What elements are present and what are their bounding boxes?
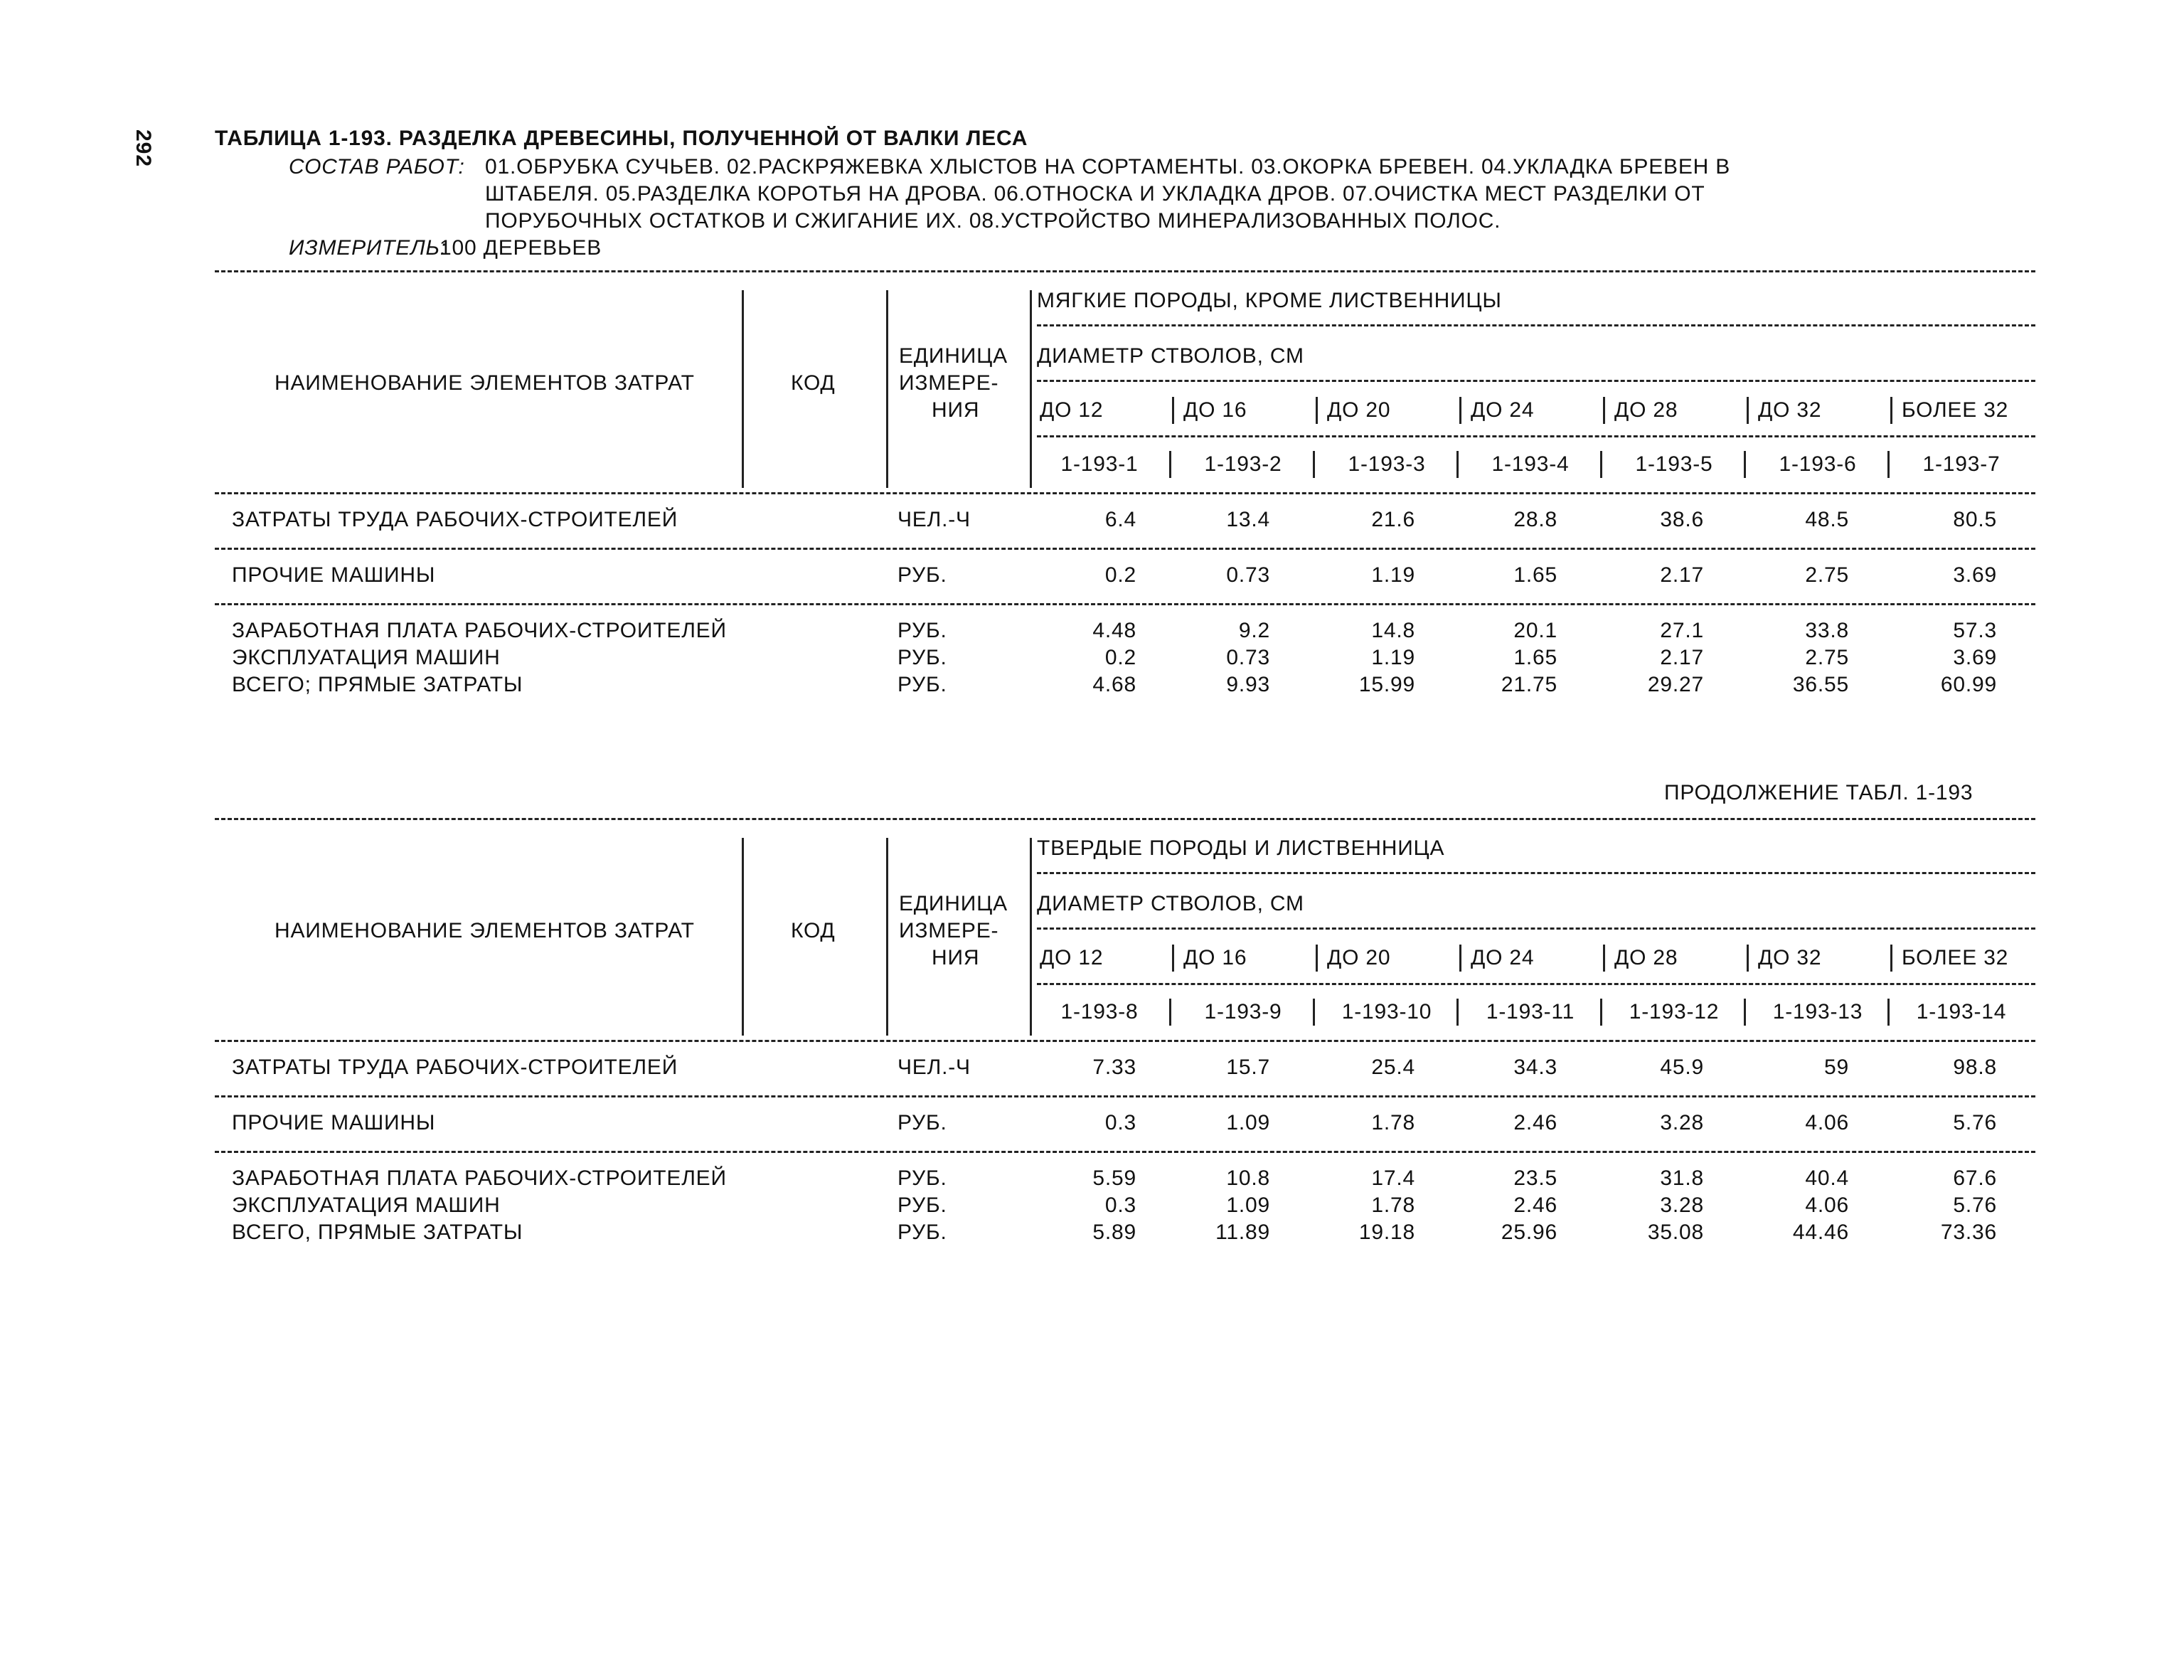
column-separator	[742, 290, 744, 488]
value-cell: 7.33	[1092, 1056, 1136, 1079]
dashed-rule	[215, 548, 2035, 550]
column-separator	[886, 838, 888, 1036]
dashed-rule	[215, 818, 2035, 820]
column-separator	[742, 838, 744, 1036]
value-cell: 1.09	[1226, 1111, 1270, 1134]
value-cell: 1.78	[1371, 1111, 1415, 1134]
dashed-rule	[1037, 983, 2035, 985]
code-cell: 1-193-14	[1916, 1000, 2007, 1024]
code-cell: 1-193-1	[1060, 452, 1139, 476]
column-separator	[1169, 999, 1171, 1026]
code-cell: 1-193-10	[1341, 1000, 1432, 1024]
row-name: ЭКСПЛУАТАЦИЯ МАШИН	[232, 646, 501, 669]
value-cell: 23.5	[1513, 1166, 1557, 1190]
row-unit: РУБ.	[897, 1111, 947, 1134]
value-cell: 1.09	[1226, 1193, 1270, 1217]
column-separator	[1890, 945, 1892, 972]
value-cell: 35.08	[1647, 1221, 1704, 1244]
value-cell: 1.19	[1371, 646, 1415, 669]
diameter-label: ДИАМЕТР СТВОЛОВ, СМ	[1037, 344, 1304, 368]
value-cell: 21.6	[1371, 508, 1415, 531]
row-name: ЗАТРАТЫ ТРУДА РАБОЧИХ-СТРОИТЕЛЕЙ	[232, 1056, 678, 1079]
value-cell: 3.28	[1660, 1111, 1704, 1134]
row-unit: РУБ.	[897, 673, 947, 696]
row-unit: РУБ.	[897, 1221, 947, 1244]
row-unit: РУБ.	[897, 563, 947, 587]
value-cell: 45.9	[1660, 1056, 1704, 1079]
diameter-column: ДО 28	[1614, 398, 1678, 422]
work-composition-line: ШТАБЕЛЯ. 05.РАЗДЕЛКА КОРОТЬЯ НА ДРОВА. 06.ОТНОСКА И УКЛАДКА ДРОВ. 07.ОЧИСТКА МЕСТ РАЗДЕЛКИ ОТ	[485, 182, 1705, 206]
column-separator	[1603, 945, 1605, 972]
value-cell: 0.3	[1104, 1193, 1136, 1217]
code-cell: 1-193-13	[1772, 1000, 1863, 1024]
header-name: НАИМЕНОВАНИЕ ЭЛЕМЕНТОВ ЗАТРАТ	[275, 371, 695, 395]
code-cell: 1-193-3	[1348, 452, 1426, 476]
column-separator	[1459, 945, 1461, 972]
row-unit: РУБ.	[897, 1166, 947, 1190]
value-cell: 1.19	[1371, 563, 1415, 587]
column-separator	[1172, 397, 1174, 424]
column-separator	[1887, 451, 1890, 478]
dashed-rule	[1037, 380, 2035, 382]
work-composition-label: СОСТАВ РАБОТ:	[289, 155, 465, 179]
table-title: ТАБЛИЦА 1-193. РАЗДЕЛКА ДРЕВЕСИНЫ, ПОЛУЧЕННОЙ ОТ ВАЛКИ ЛЕСА	[215, 127, 1028, 150]
value-cell: 25.96	[1501, 1221, 1557, 1244]
column-separator	[1890, 397, 1892, 424]
value-cell: 3.69	[1953, 646, 1997, 669]
value-cell: 2.75	[1805, 646, 1849, 669]
value-cell: 29.27	[1647, 673, 1704, 696]
row-unit: РУБ.	[897, 646, 947, 669]
dashed-rule	[215, 270, 2035, 272]
row-unit: РУБ.	[897, 1193, 947, 1217]
diameter-column: ДО 12	[1040, 398, 1104, 422]
value-cell: 1.78	[1371, 1193, 1415, 1217]
header-unit: НИЯ	[932, 946, 980, 969]
code-cell: 1-193-9	[1204, 1000, 1282, 1024]
diameter-column: ДО 32	[1758, 946, 1822, 969]
value-cell: 36.55	[1792, 673, 1849, 696]
value-cell: 2.17	[1660, 563, 1704, 587]
value-cell: 13.4	[1226, 508, 1270, 531]
column-separator	[1456, 999, 1459, 1026]
value-cell: 6.4	[1104, 508, 1136, 531]
code-cell: 1-193-6	[1779, 452, 1857, 476]
header-unit: НИЯ	[932, 398, 980, 422]
column-separator	[1459, 397, 1461, 424]
value-cell: 17.4	[1371, 1166, 1415, 1190]
diameter-column: ДО 16	[1183, 398, 1247, 422]
row-name: ПРОЧИЕ МАШИНЫ	[232, 1111, 436, 1134]
value-cell: 2.17	[1660, 646, 1704, 669]
row-name: ЗАРАБОТНАЯ ПЛАТА РАБОЧИХ-СТРОИТЕЛЕЙ	[232, 1166, 727, 1190]
code-cell: 1-193-11	[1486, 1000, 1575, 1024]
row-name: ЗАРАБОТНАЯ ПЛАТА РАБОЧИХ-СТРОИТЕЛЕЙ	[232, 619, 727, 642]
column-separator	[1316, 397, 1318, 424]
dashed-rule	[1037, 872, 2035, 874]
value-cell: 9.93	[1226, 673, 1270, 696]
value-cell: 27.1	[1660, 619, 1704, 642]
value-cell: 3.28	[1660, 1193, 1704, 1217]
value-cell: 19.18	[1358, 1221, 1415, 1244]
value-cell: 5.76	[1953, 1111, 1997, 1134]
column-separator	[1744, 451, 1746, 478]
value-cell: 3.69	[1953, 563, 1997, 587]
value-cell: 4.68	[1092, 673, 1136, 696]
value-cell: 98.8	[1953, 1056, 1997, 1079]
value-cell: 28.8	[1513, 508, 1557, 531]
header-unit: ЕДИНИЦА	[899, 344, 1008, 368]
header-unit: ЕДИНИЦА	[899, 892, 1008, 915]
header-name: НАИМЕНОВАНИЕ ЭЛЕМЕНТОВ ЗАТРАТ	[275, 919, 695, 942]
value-cell: 4.06	[1805, 1193, 1849, 1217]
value-cell: 31.8	[1660, 1166, 1704, 1190]
header-unit: ИЗМЕРЕ-	[899, 371, 999, 395]
value-cell: 4.48	[1092, 619, 1136, 642]
dashed-rule	[215, 492, 2035, 494]
column-separator	[1316, 945, 1318, 972]
dashed-rule	[1037, 435, 2035, 437]
value-cell: 1.65	[1513, 563, 1557, 587]
header-code: КОД	[791, 919, 836, 942]
column-separator	[1744, 999, 1746, 1026]
value-cell: 25.4	[1371, 1056, 1415, 1079]
row-unit: ЧЕЛ.-Ч	[897, 508, 971, 531]
column-separator	[1600, 999, 1602, 1026]
column-separator	[1313, 999, 1315, 1026]
value-cell: 10.8	[1226, 1166, 1270, 1190]
value-cell: 0.73	[1226, 563, 1270, 587]
column-separator	[1313, 451, 1315, 478]
value-cell: 20.1	[1513, 619, 1557, 642]
value-cell: 0.73	[1226, 646, 1270, 669]
dashed-rule	[1037, 927, 2035, 930]
code-cell: 1-193-12	[1629, 1000, 1720, 1024]
dashed-rule	[215, 1040, 2035, 1042]
diameter-column: ДО 20	[1327, 398, 1391, 422]
work-composition-line: 01.ОБРУБКА СУЧЬЕВ. 02.РАСКРЯЖЕВКА ХЛЫСТОВ НА СОРТАМЕНТЫ. 03.ОКОРКА БРЕВЕН. 04.УКЛАДКА БРЕВЕН В	[485, 155, 1731, 179]
column-separator	[1747, 945, 1749, 972]
value-cell: 4.06	[1805, 1111, 1849, 1134]
value-cell: 0.2	[1104, 646, 1136, 669]
diameter-column: ДО 16	[1183, 946, 1247, 969]
value-cell: 40.4	[1805, 1166, 1849, 1190]
column-separator	[1600, 451, 1602, 478]
header-unit: ИЗМЕРЕ-	[899, 919, 999, 942]
value-cell: 5.76	[1953, 1193, 1997, 1217]
diameter-column: ДО 24	[1471, 398, 1535, 422]
meter-value: 100 ДЕРЕВЬЕВ	[440, 236, 602, 260]
diameter-column: ДО 24	[1471, 946, 1535, 969]
column-separator	[1887, 999, 1890, 1026]
value-cell: 0.2	[1104, 563, 1136, 587]
value-cell: 5.59	[1092, 1166, 1136, 1190]
value-cell: 48.5	[1805, 508, 1849, 531]
continuation-note: ПРОДОЛЖЕНИЕ ТАБЛ. 1-193	[1664, 781, 1973, 804]
value-cell: 38.6	[1660, 508, 1704, 531]
column-separator	[1172, 945, 1174, 972]
dashed-rule	[215, 1095, 2035, 1097]
value-cell: 59	[1824, 1056, 1849, 1079]
header-code: КОД	[791, 371, 836, 395]
value-cell: 57.3	[1953, 619, 1997, 642]
value-cell: 5.89	[1092, 1221, 1136, 1244]
value-cell: 21.75	[1501, 673, 1557, 696]
value-cell: 1.65	[1513, 646, 1557, 669]
value-cell: 2.46	[1513, 1193, 1557, 1217]
value-cell: 80.5	[1953, 508, 1997, 531]
value-cell: 11.89	[1215, 1221, 1270, 1244]
value-cell: 34.3	[1513, 1056, 1557, 1079]
dashed-rule	[1037, 324, 2035, 326]
value-cell: 2.46	[1513, 1111, 1557, 1134]
value-cell: 15.99	[1358, 673, 1415, 696]
row-unit: РУБ.	[897, 619, 947, 642]
row-name: ВСЕГО; ПРЯМЫЕ ЗАТРАТЫ	[232, 673, 523, 696]
column-separator	[886, 290, 888, 488]
value-cell: 0.3	[1104, 1111, 1136, 1134]
code-cell: 1-193-2	[1204, 452, 1282, 476]
code-cell: 1-193-8	[1060, 1000, 1139, 1024]
value-cell: 33.8	[1805, 619, 1849, 642]
diameter-column: ДО 32	[1758, 398, 1822, 422]
value-cell: 44.46	[1792, 1221, 1849, 1244]
diameter-column: БОЛЕЕ 32	[1902, 946, 2009, 969]
row-unit: ЧЕЛ.-Ч	[897, 1056, 971, 1079]
column-separator	[1747, 397, 1749, 424]
dashed-rule	[215, 1151, 2035, 1153]
row-name: ВСЕГО, ПРЯМЫЕ ЗАТРАТЫ	[232, 1221, 523, 1244]
code-cell: 1-193-7	[1922, 452, 2001, 476]
row-name: ЭКСПЛУАТАЦИЯ МАШИН	[232, 1193, 501, 1217]
value-cell: 15.7	[1226, 1056, 1270, 1079]
diameter-column: ДО 12	[1040, 946, 1104, 969]
value-cell: 67.6	[1953, 1166, 1997, 1190]
value-cell: 2.75	[1805, 563, 1849, 587]
diameter-column: ДО 20	[1327, 946, 1391, 969]
column-separator	[1456, 451, 1459, 478]
group-title: МЯГКИЕ ПОРОДЫ, КРОМЕ ЛИСТВЕННИЦЫ	[1037, 289, 1502, 312]
page-number: 292	[132, 129, 155, 168]
row-name: ЗАТРАТЫ ТРУДА РАБОЧИХ-СТРОИТЕЛЕЙ	[232, 508, 678, 531]
column-separator	[1603, 397, 1605, 424]
group-title: ТВЕРДЫЕ ПОРОДЫ И ЛИСТВЕННИЦА	[1037, 836, 1445, 860]
value-cell: 14.8	[1371, 619, 1415, 642]
row-name: ПРОЧИЕ МАШИНЫ	[232, 563, 436, 587]
dashed-rule	[215, 603, 2035, 605]
diameter-label: ДИАМЕТР СТВОЛОВ, СМ	[1037, 892, 1304, 915]
work-composition-line: ПОРУБОЧНЫХ ОСТАТКОВ И СЖИГАНИЕ ИХ. 08.УСТРОЙСТВО МИНЕРАЛИЗОВАННЫХ ПОЛОС.	[485, 209, 1501, 233]
code-cell: 1-193-4	[1491, 452, 1570, 476]
value-cell: 73.36	[1940, 1221, 1997, 1244]
diameter-column: БОЛЕЕ 32	[1902, 398, 2009, 422]
value-cell: 9.2	[1238, 619, 1270, 642]
value-cell: 60.99	[1940, 673, 1997, 696]
column-separator	[1169, 451, 1171, 478]
code-cell: 1-193-5	[1635, 452, 1713, 476]
meter-label: ИЗМЕРИТЕЛЬ:	[289, 236, 447, 260]
diameter-column: ДО 28	[1614, 946, 1678, 969]
